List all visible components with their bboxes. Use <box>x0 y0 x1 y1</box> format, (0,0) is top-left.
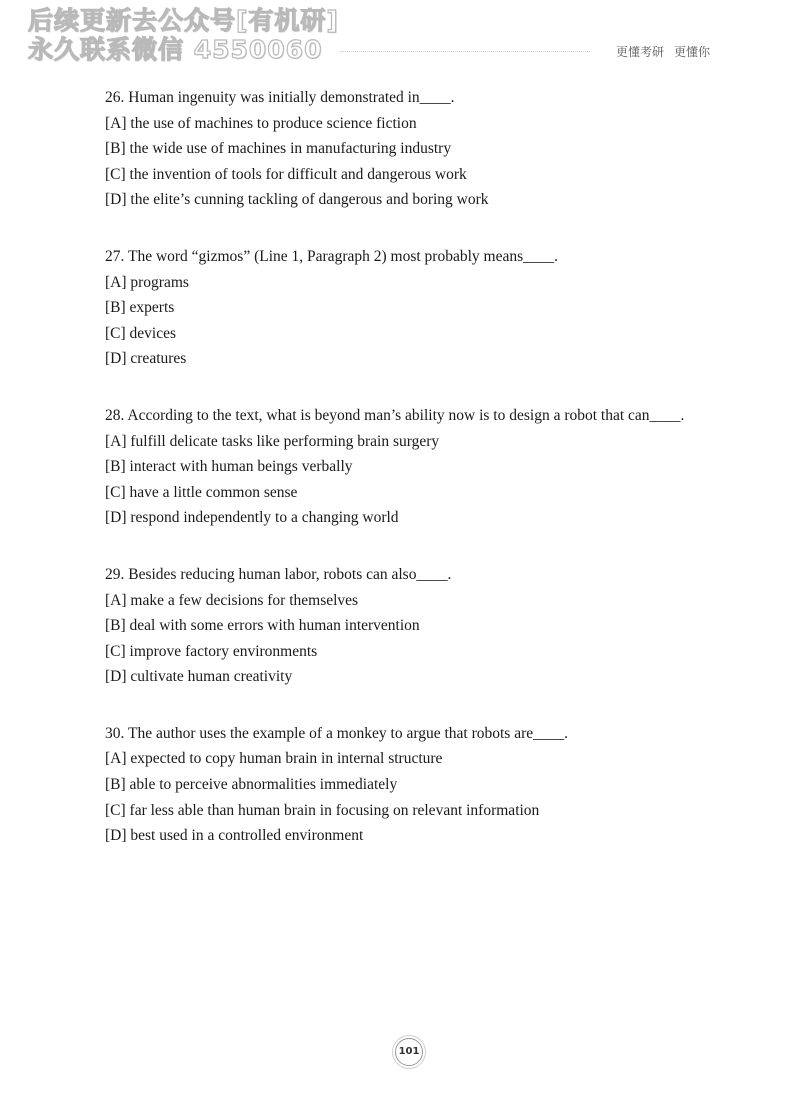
option-b: [B] interact with human beings verbally <box>105 458 353 476</box>
page-number: 101 <box>395 1038 423 1066</box>
watermark-line-2: 永久联系微信 4550060 <box>28 35 323 64</box>
question-stem: 28. According to the text, what is beyond man’s ability now is to design a robot that can____. <box>105 406 685 424</box>
option-d: [D] respond independently to a changing world <box>105 509 399 527</box>
header-slogan <box>606 43 710 60</box>
option-d: [D] cultivate human creativity <box>105 668 293 686</box>
option-c: [C] have a little common sense <box>105 483 298 501</box>
question-list <box>105 85 712 849</box>
option-d: [D] creatures <box>105 350 187 368</box>
option-c: [C] devices <box>105 324 177 342</box>
header-divider <box>340 51 590 52</box>
option-b: [B] the wide use of machines in manufacturing industry <box>105 140 452 158</box>
question-26 <box>105 85 712 213</box>
question-27 <box>105 244 712 372</box>
option-b: [B] deal with some errors with human intervention <box>105 617 420 635</box>
question-stem: 27. The word “gizmos” (Line 1, Paragraph 2) most probably means____. <box>105 247 558 265</box>
slogan-part-2: 更懂你 <box>673 45 710 59</box>
option-c: [C] improve factory environments <box>105 642 318 660</box>
option-b: [B] experts <box>105 299 175 317</box>
option-a: [A] make a few decisions for themselves <box>105 591 359 609</box>
question-stem: 30. The author uses the example of a monkey to argue that robots are____. <box>105 724 569 742</box>
question-30 <box>105 721 712 849</box>
slogan-part-1: 更懂考研 <box>615 45 664 59</box>
option-c: [C] far less able than human brain in focusing on relevant information <box>105 801 540 819</box>
question-29 <box>105 562 712 690</box>
option-a: [A] fulfill delicate tasks like performing brain surgery <box>105 432 440 450</box>
option-a: [A] the use of machines to produce science fiction <box>105 114 417 132</box>
option-c: [C] the invention of tools for difficult and dangerous work <box>105 165 467 183</box>
option-d: [D] best used in a controlled environment <box>105 827 364 845</box>
watermark-line-1: 后续更新去公众号[有机研] <box>28 6 339 35</box>
option-b: [B] able to perceive abnormalities immediately <box>105 776 398 794</box>
option-a: [A] expected to copy human brain in internal structure <box>105 750 443 768</box>
option-a: [A] programs <box>105 273 189 291</box>
question-stem: 29. Besides reducing human labor, robots can also____. <box>105 565 452 583</box>
option-d: [D] the elite’s cunning tackling of dangerous and boring work <box>105 191 489 209</box>
watermark <box>28 6 339 64</box>
question-28 <box>105 403 712 531</box>
question-stem: 26. Human ingenuity was initially demonstrated in____. <box>105 89 455 106</box>
